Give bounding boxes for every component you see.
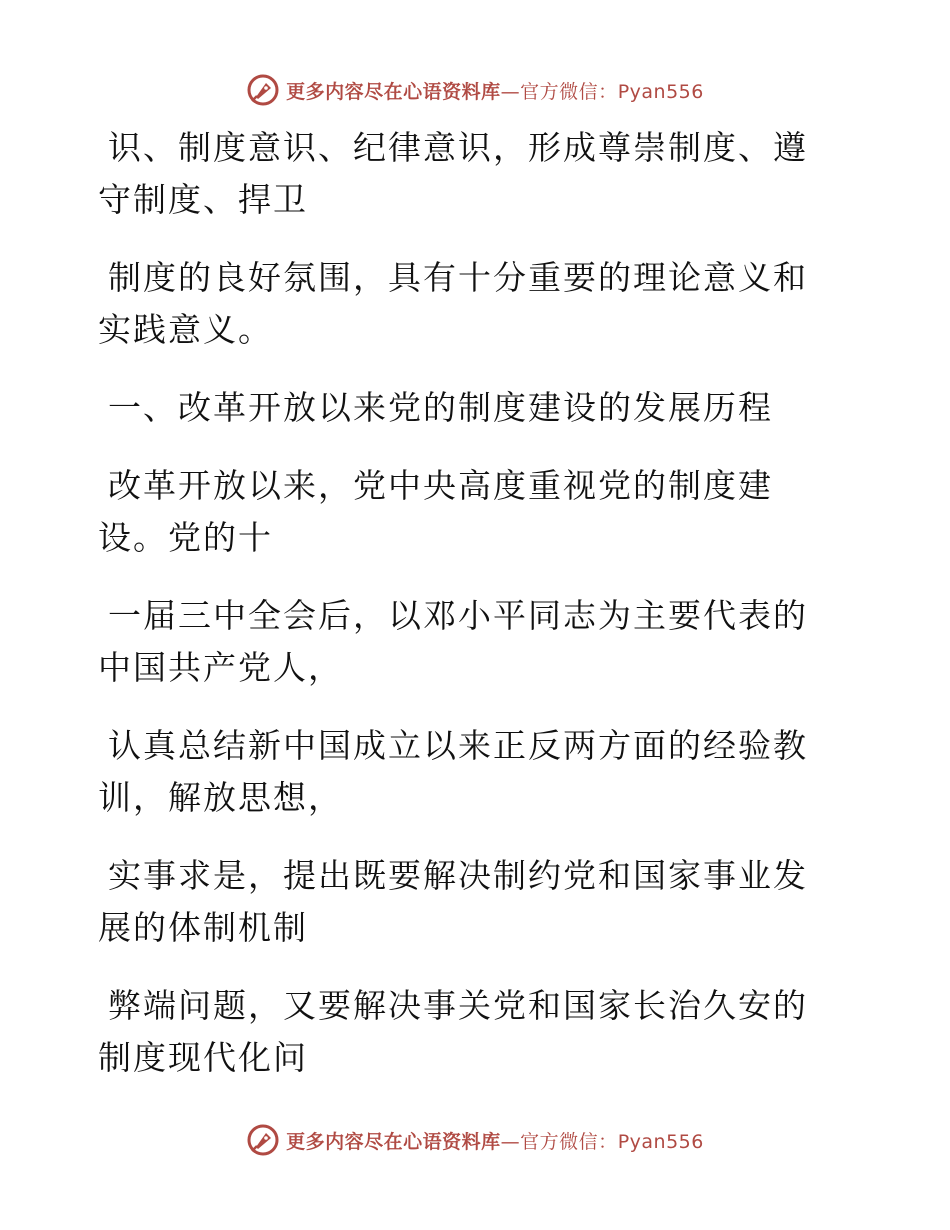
paragraph: 改革开放以来，党中央高度重视党的制度建设。党的十 [98,466,773,557]
paragraph: 制度的良好氛围，具有十分重要的理论意义和实践意义。 [98,258,808,349]
pen-nib-logo-icon [246,73,280,107]
header-banner-main: 更多内容尽在心语资料库 [286,80,501,103]
header-banner [0,70,950,110]
footer-banner-main: 更多内容尽在心语资料库 [286,1130,501,1153]
footer-banner [0,1120,950,1160]
footer-banner-dash: — [500,1130,521,1153]
paragraph: 一届三中全会后，以邓小平同志为主要代表的中国共产党人， [98,596,808,687]
paragraph: 弊端问题，又要解决事关党和国家长治久安的制度现代化问 [98,986,808,1077]
header-banner-dash: — [500,80,521,103]
paragraph: 识、制度意识、纪律意识，形成尊崇制度、遵守制度、捍卫 [98,128,808,219]
paragraph: 实事求是，提出既要解决制约党和国家事业发展的体制机制 [98,856,808,947]
header-banner-label: 官方微信： [520,80,618,103]
pen-nib-logo-icon [246,1123,280,1157]
paragraph: 认真总结新中国成立以来正反两方面的经验教训，解放思想， [98,726,808,817]
footer-banner-text [286,1127,704,1154]
document-body [98,122,838,1110]
section-heading: 一、改革开放以来党的制度建设的发展历程 [108,388,773,427]
footer-banner-label: 官方微信： [520,1130,618,1153]
header-banner-text [286,77,704,104]
header-banner-id: Pyan556 [617,80,704,103]
footer-banner-id: Pyan556 [617,1130,704,1153]
